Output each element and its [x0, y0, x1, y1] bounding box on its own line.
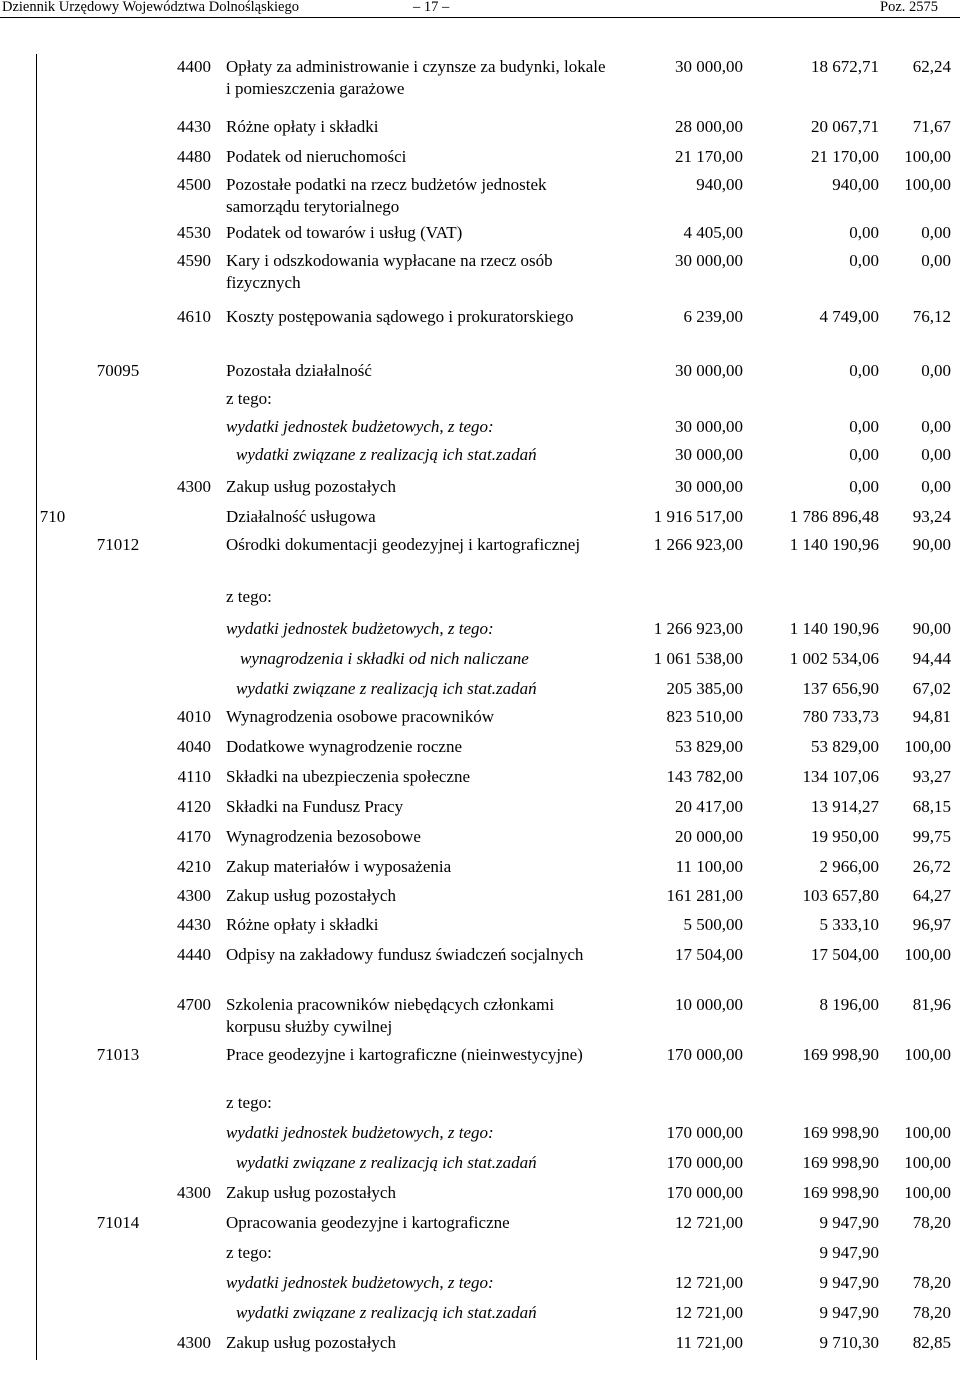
execution-percent: 100,00 [904, 1183, 951, 1202]
plan-amount: 170 000,00 [666, 1045, 743, 1064]
item-description: Różne opłaty i składki [226, 117, 379, 136]
executed-amount: 1 002 534,06 [789, 649, 879, 668]
table-row [36, 912, 960, 942]
paragraph-code: 4010 [177, 707, 211, 726]
item-description: wydatki jednostek budżetowych, z tego: [226, 1123, 494, 1142]
item-description: wynagrodzenia i składki od nich naliczane [240, 649, 529, 668]
plan-amount: 30 000,00 [675, 417, 743, 436]
table-row [36, 144, 960, 172]
execution-percent: 26,72 [912, 857, 951, 876]
execution-percent: 100,00 [904, 1153, 951, 1172]
table-row [36, 854, 960, 883]
item-description: Opłaty za administrowanie i czynsze za budynki, lokale i pomieszczenia garażowe [226, 57, 606, 98]
plan-amount: 10 000,00 [675, 995, 743, 1014]
paragraph-code: 4120 [177, 797, 211, 816]
item-description: Składki na ubezpieczenia społeczne [226, 767, 471, 786]
table-row [36, 54, 960, 114]
chapter-code: 71013 [96, 1045, 140, 1064]
plan-amount: 1 916 517,00 [653, 507, 743, 526]
item-description: Składki na Fundusz Pracy [226, 797, 404, 816]
executed-amount: 9 947,90 [819, 1303, 879, 1322]
item-description: wydatki jednostek budżetowych, z tego: [226, 417, 494, 436]
plan-amount: 30 000,00 [675, 445, 743, 464]
execution-percent: 0,00 [921, 251, 951, 270]
plan-amount: 28 000,00 [675, 117, 743, 136]
paragraph-code: 4480 [177, 147, 211, 166]
execution-percent: 0,00 [921, 477, 951, 496]
table-row [36, 942, 960, 992]
table-row [36, 386, 960, 414]
division-code: 710 [39, 507, 66, 526]
execution-percent: 90,00 [912, 619, 951, 638]
table-row [36, 1180, 960, 1210]
execution-percent: 78,20 [912, 1273, 951, 1292]
execution-percent: 93,27 [912, 767, 951, 786]
execution-percent: 96,97 [912, 915, 951, 934]
table-row [36, 442, 960, 474]
item-description: Odpisy na zakładowy fundusz świadczeń socjalnych [226, 945, 584, 964]
item-description: Wynagrodzenia osobowe pracowników [226, 707, 495, 726]
execution-percent: 76,12 [912, 307, 951, 326]
table-row [36, 414, 960, 442]
table-row [36, 504, 960, 532]
execution-percent: 94,44 [912, 649, 951, 668]
item-description: Ośrodki dokumentacji geodezyjnej i kartograficznej [226, 535, 581, 554]
page-header [0, 0, 960, 17]
item-description: Podatek od towarów i usług (VAT) [226, 223, 463, 242]
plan-amount: 21 170,00 [675, 147, 743, 166]
executed-amount: 13 914,27 [811, 797, 879, 816]
table-row [36, 248, 960, 304]
table-row [36, 1120, 960, 1150]
executed-amount: 169 998,90 [802, 1123, 879, 1142]
executed-amount: 17 504,00 [811, 945, 879, 964]
item-description: z tego: [226, 389, 272, 408]
paragraph-code: 4610 [177, 307, 211, 326]
executed-amount: 2 966,00 [819, 857, 879, 876]
plan-amount: 20 000,00 [675, 827, 743, 846]
execution-percent: 0,00 [921, 445, 951, 464]
item-description: Zakup usług pozostałych [226, 886, 396, 905]
execution-percent: 100,00 [904, 737, 951, 756]
executed-amount: 134 107,06 [802, 767, 879, 786]
item-description: Pozostała działalność [226, 361, 372, 380]
executed-amount: 0,00 [849, 223, 879, 242]
item-description: Wynagrodzenia bezosobowe [226, 827, 421, 846]
plan-amount: 11 100,00 [675, 857, 743, 876]
plan-amount: 940,00 [696, 175, 743, 194]
table-row [36, 1150, 960, 1180]
table-row [36, 114, 960, 144]
plan-amount: 161 281,00 [666, 886, 743, 905]
executed-amount: 103 657,80 [802, 886, 879, 905]
table-row [36, 992, 960, 1042]
plan-amount: 823 510,00 [666, 707, 743, 726]
paragraph-code: 4430 [177, 915, 211, 934]
plan-amount: 17 504,00 [675, 945, 743, 964]
plan-amount: 30 000,00 [675, 361, 743, 380]
table-row [36, 764, 960, 794]
journal-title: Dziennik Urzędowy Województwa Dolnośląskiego [2, 0, 299, 15]
executed-amount: 0,00 [849, 251, 879, 270]
item-description: Kary i odszkodowania wypłacane na rzecz osób fizycznych [226, 251, 553, 292]
executed-amount: 1 140 190,96 [789, 535, 879, 554]
item-description: Zakup usług pozostałych [226, 1183, 396, 1202]
position-number: Poz. 2575 [880, 0, 938, 15]
paragraph-code: 4500 [177, 175, 211, 194]
execution-percent: 71,67 [912, 117, 951, 136]
table-row [36, 704, 960, 734]
execution-percent: 99,75 [912, 827, 951, 846]
table-row [36, 584, 960, 616]
paragraph-code: 4110 [177, 767, 211, 786]
paragraph-code: 4430 [177, 117, 211, 136]
table-row [36, 734, 960, 764]
executed-amount: 9 947,90 [819, 1273, 879, 1292]
execution-percent: 67,02 [912, 679, 951, 698]
page-number: – 17 – [413, 0, 450, 15]
item-description: Prace geodezyjne i kartograficzne (nieinwestycyjne) [226, 1045, 583, 1064]
item-description: z tego: [226, 587, 272, 606]
item-description: Różne opłaty i składki [226, 915, 379, 934]
execution-percent: 0,00 [921, 417, 951, 436]
executed-amount: 53 829,00 [811, 737, 879, 756]
executed-amount: 940,00 [832, 175, 879, 194]
item-description: wydatki jednostek budżetowych, z tego: [226, 619, 494, 638]
item-description: Zakup usług pozostałych [226, 1333, 396, 1352]
table-row [36, 304, 960, 358]
paragraph-code: 4440 [177, 945, 211, 964]
execution-percent: 78,20 [912, 1303, 951, 1322]
paragraph-code: 4300 [177, 477, 211, 496]
item-description: wydatki związane z realizacją ich stat.zadań [236, 679, 537, 698]
table-row [36, 474, 960, 504]
paragraph-code: 4700 [177, 995, 211, 1014]
plan-amount: 1 266 923,00 [653, 619, 743, 638]
execution-percent: 100,00 [904, 945, 951, 964]
executed-amount: 169 998,90 [802, 1045, 879, 1064]
plan-amount: 1 266 923,00 [653, 535, 743, 554]
plan-amount: 11 721,00 [675, 1333, 743, 1352]
execution-percent: 0,00 [921, 223, 951, 242]
paragraph-code: 4170 [177, 827, 211, 846]
executed-amount: 20 067,71 [811, 117, 879, 136]
table-row [36, 1270, 960, 1300]
table-row [36, 616, 960, 646]
table-row [36, 676, 960, 704]
execution-percent: 90,00 [912, 535, 951, 554]
table-row [36, 646, 960, 676]
table-row [36, 1300, 960, 1330]
table-row [36, 1240, 960, 1270]
executed-amount: 780 733,73 [802, 707, 879, 726]
chapter-code: 71014 [96, 1213, 140, 1232]
item-description: Zakup materiałów i wyposażenia [226, 857, 452, 876]
item-description: Dodatkowe wynagrodzenie roczne [226, 737, 463, 756]
table-row [36, 1330, 960, 1360]
executed-amount: 9 710,30 [819, 1333, 879, 1352]
executed-amount: 1 140 190,96 [789, 619, 879, 638]
table-row [36, 1042, 960, 1090]
execution-percent: 94,81 [912, 707, 951, 726]
paragraph-code: 4300 [177, 1183, 211, 1202]
item-description: Szkolenia pracowników niebędących członkami korpusu służby cywilnej [226, 995, 555, 1036]
executed-amount: 21 170,00 [811, 147, 879, 166]
table-row [36, 1210, 960, 1240]
plan-amount: 170 000,00 [666, 1153, 743, 1172]
execution-percent: 100,00 [904, 147, 951, 166]
paragraph-code: 4210 [177, 857, 211, 876]
executed-amount: 0,00 [849, 417, 879, 436]
execution-percent: 100,00 [904, 1045, 951, 1064]
executed-amount: 8 196,00 [819, 995, 879, 1014]
paragraph-code: 4300 [177, 1333, 211, 1352]
plan-amount: 12 721,00 [675, 1273, 743, 1292]
plan-amount: 30 000,00 [675, 251, 743, 270]
plan-amount: 12 721,00 [675, 1303, 743, 1322]
executed-amount: 137 656,90 [802, 679, 879, 698]
paragraph-code: 4300 [177, 886, 211, 905]
executed-amount: 0,00 [849, 361, 879, 380]
plan-amount: 6 239,00 [683, 307, 743, 326]
table-row [36, 1090, 960, 1120]
executed-amount: 169 998,90 [802, 1153, 879, 1172]
item-description: Pozostałe podatki na rzecz budżetów jednostek samorządu terytorialnego [226, 175, 547, 216]
item-description: z tego: [226, 1093, 272, 1112]
plan-amount: 4 405,00 [683, 223, 743, 242]
item-description: wydatki związane z realizacją ich stat.zadań [236, 445, 537, 464]
plan-amount: 170 000,00 [666, 1183, 743, 1202]
executed-amount: 9 947,90 [819, 1213, 879, 1232]
item-description: Opracowania geodezyjne i kartograficzne [226, 1213, 510, 1232]
paragraph-code: 4040 [177, 737, 211, 756]
plan-amount: 205 385,00 [666, 679, 743, 698]
paragraph-code: 4400 [177, 57, 211, 76]
table-row [36, 220, 960, 248]
execution-percent: 62,24 [912, 57, 951, 76]
executed-amount: 5 333,10 [819, 915, 879, 934]
execution-percent: 78,20 [912, 1213, 951, 1232]
executed-amount: 0,00 [849, 477, 879, 496]
executed-amount: 19 950,00 [811, 827, 879, 846]
plan-amount: 1 061 538,00 [653, 649, 743, 668]
execution-percent: 64,27 [912, 886, 951, 905]
executed-amount: 18 672,71 [811, 57, 879, 76]
table-row [36, 358, 960, 386]
item-description: Koszty postępowania sądowego i prokuratorskiego [226, 307, 574, 326]
executed-amount: 0,00 [849, 445, 879, 464]
item-description: wydatki związane z realizacją ich stat.zadań [236, 1153, 537, 1172]
item-description: wydatki związane z realizacją ich stat.zadań [236, 1303, 537, 1322]
executed-amount: 1 786 896,48 [789, 507, 879, 526]
expenditure-table [36, 54, 960, 1360]
item-description: Podatek od nieruchomości [226, 147, 407, 166]
chapter-code: 70095 [96, 361, 140, 380]
plan-amount: 143 782,00 [666, 767, 743, 786]
table-row [36, 172, 960, 220]
executed-amount: 4 749,00 [819, 307, 879, 326]
plan-amount: 5 500,00 [683, 915, 743, 934]
plan-amount: 30 000,00 [675, 57, 743, 76]
plan-amount: 30 000,00 [675, 477, 743, 496]
table-row [36, 883, 960, 912]
plan-amount: 53 829,00 [675, 737, 743, 756]
chapter-code: 71012 [96, 535, 140, 554]
execution-percent: 0,00 [921, 361, 951, 380]
item-description: z tego: [226, 1243, 272, 1262]
header-rule [0, 17, 960, 18]
item-description: Działalność usługowa [226, 507, 376, 526]
table-row [36, 794, 960, 824]
execution-percent: 82,85 [912, 1333, 951, 1352]
execution-percent: 100,00 [904, 1123, 951, 1142]
plan-amount: 170 000,00 [666, 1123, 743, 1142]
plan-amount: 12 721,00 [675, 1213, 743, 1232]
plan-amount: 20 417,00 [675, 797, 743, 816]
item-description: Zakup usług pozostałych [226, 477, 396, 496]
executed-amount: 169 998,90 [802, 1183, 879, 1202]
table-row [36, 532, 960, 584]
paragraph-code: 4590 [177, 251, 211, 270]
execution-percent: 81,96 [912, 995, 951, 1014]
executed-amount: 9 947,90 [819, 1243, 879, 1262]
table-row [36, 824, 960, 854]
item-description: wydatki jednostek budżetowych, z tego: [226, 1273, 494, 1292]
execution-percent: 68,15 [912, 797, 951, 816]
execution-percent: 100,00 [904, 175, 951, 194]
paragraph-code: 4530 [177, 223, 211, 242]
execution-percent: 93,24 [912, 507, 951, 526]
